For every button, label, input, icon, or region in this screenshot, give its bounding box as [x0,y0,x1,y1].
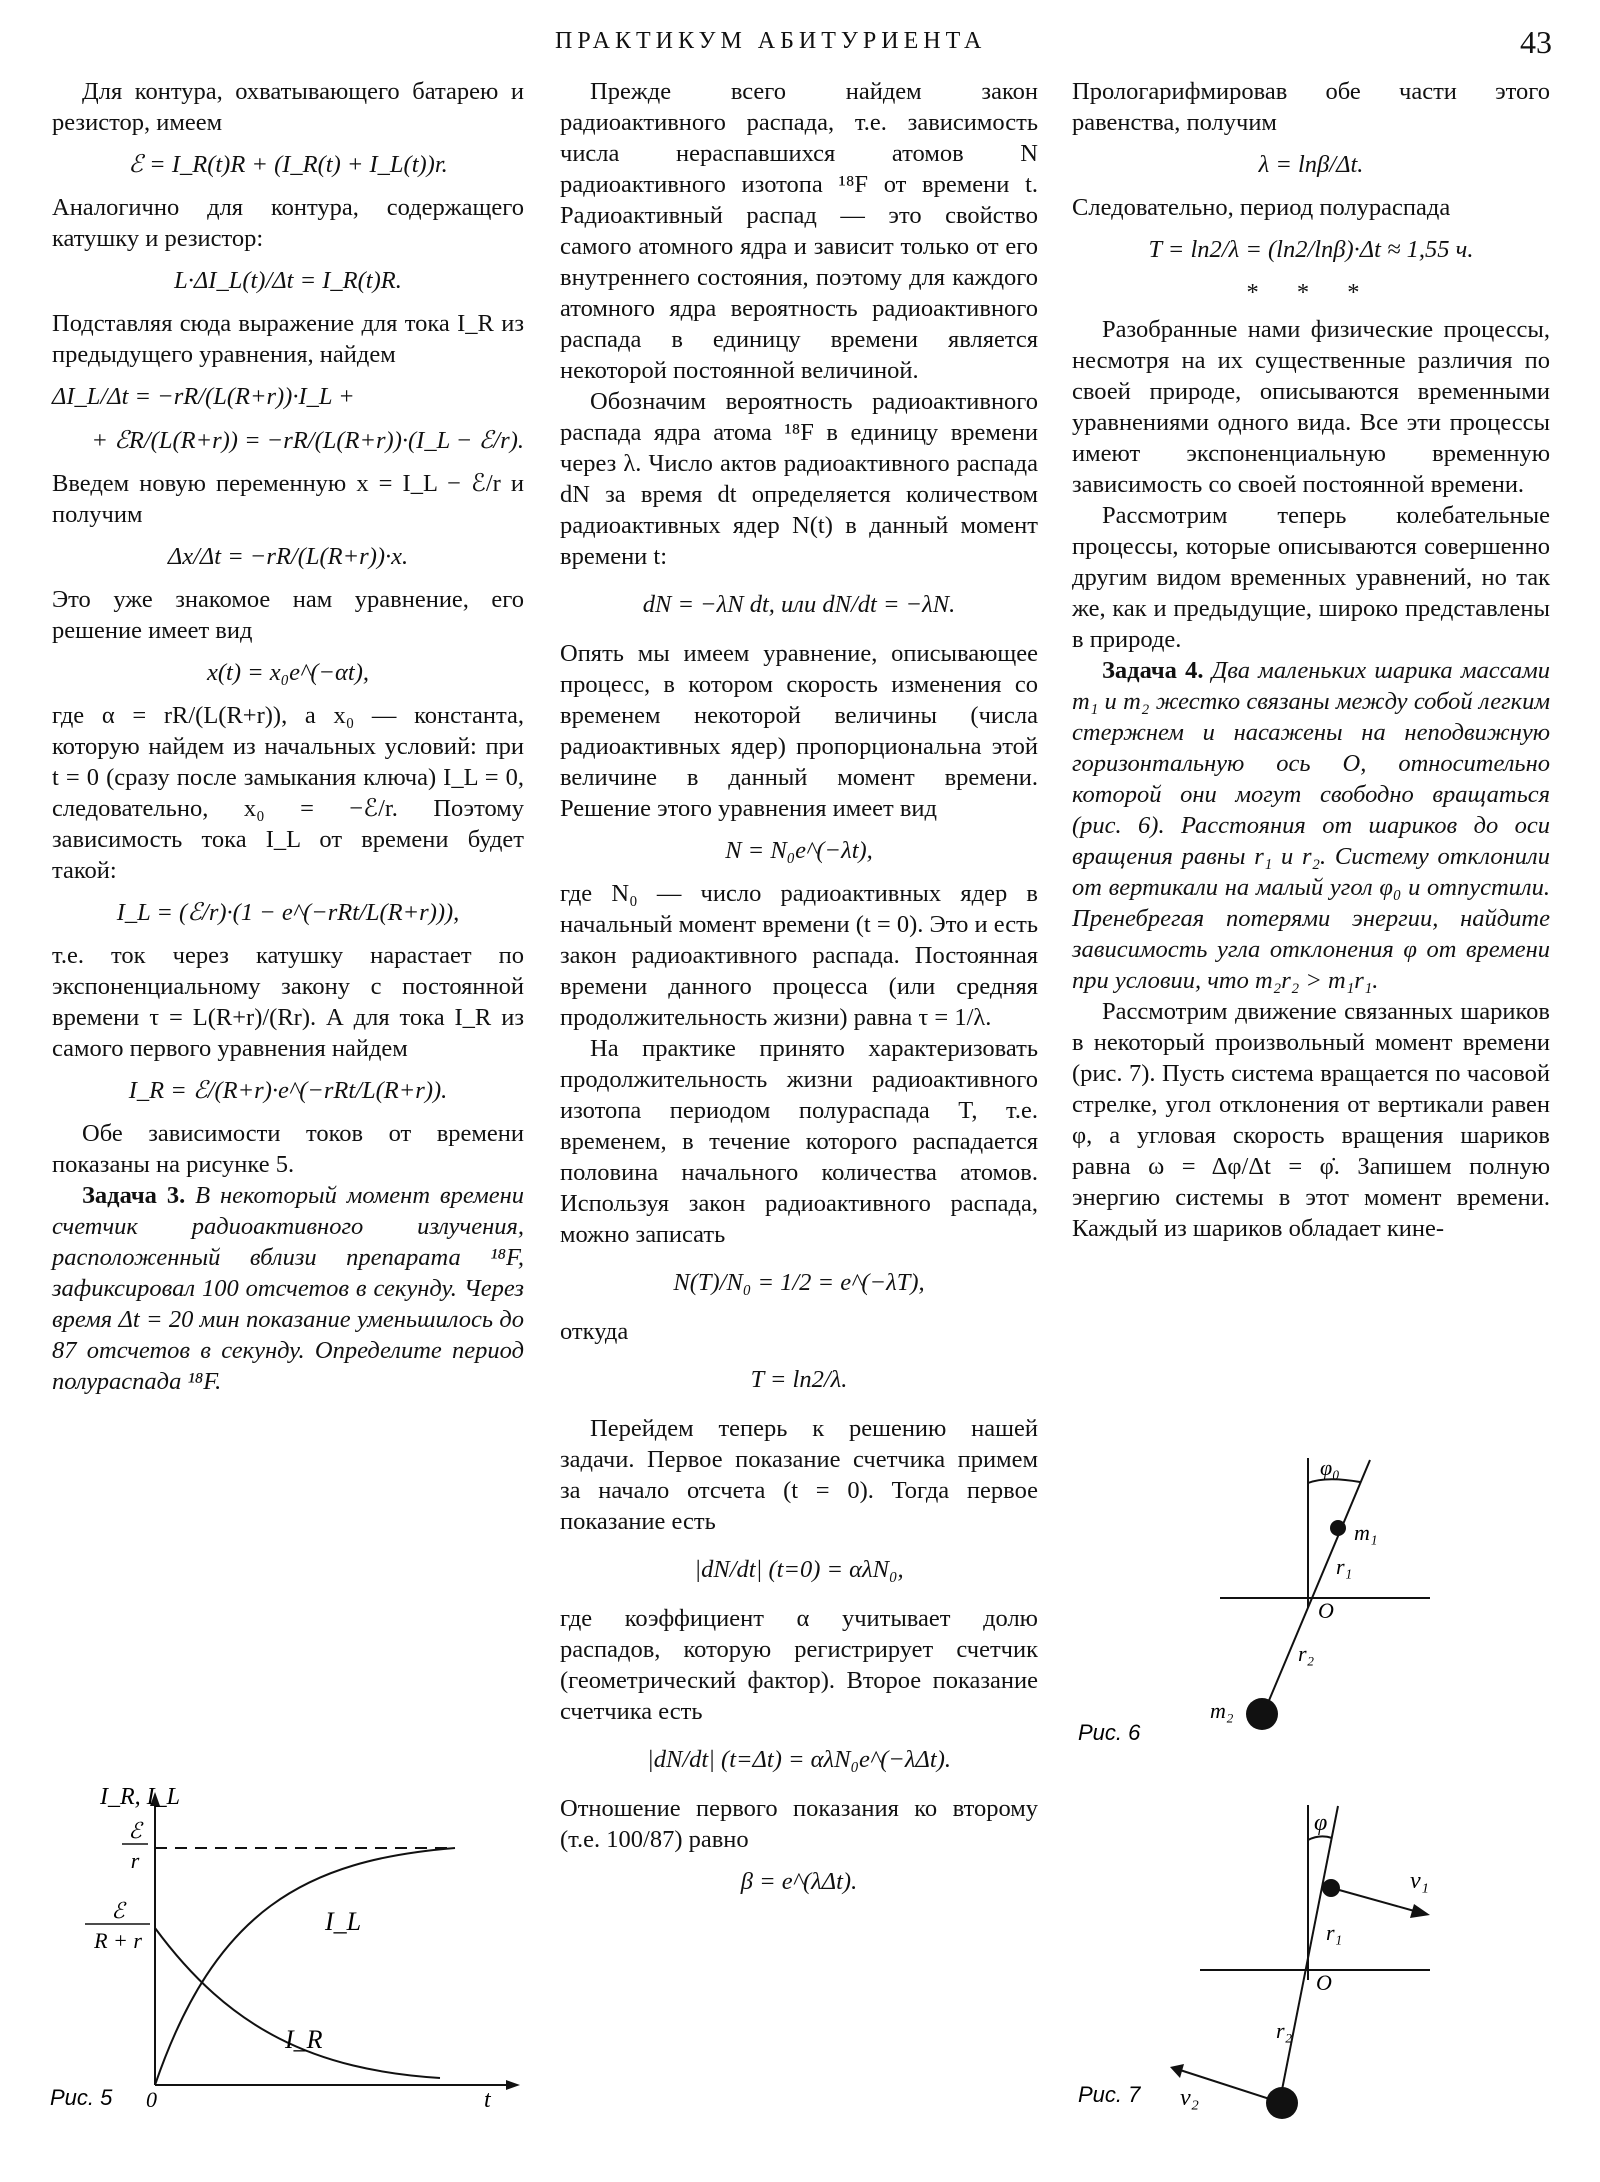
label-r2: r₂ [1298,1641,1315,1666]
column-2 [560,76,1038,1909]
paragraph: Прежде всего найдем закон радиоактивного распада, т.е. зависимость числа нераспавшихся атомов N радиоактивного изотопа ¹⁸F от времени t. Радиоактивный распад — это свойство самого атомного ядра и зависит только от его внутреннего состояния, поэтому для каждого атомного ядра вероятность радиоактивного распада в единицу времени является некоторой постоянной величиной. [560,78,1038,384]
level-mid-num: ℰ [111,1898,125,1923]
level-top-num: ℰ [128,1818,142,1843]
equation: + ℰR/(L(R+r)) = −rR/(L(R+r))·(I_L − ℰ/r). [91,427,524,454]
column-1 [52,76,524,1397]
paragraph: Аналогично для контура, содержащего катушку и резистор: [52,194,524,252]
figure-5 [40,1780,520,2110]
paragraph: Разобранные нами физические процессы, несмотря на их существенные различия по своей природе, описываются временными уравнениями одного вида. Все эти процессы имеют экспоненциальную временную зависимость со своей постоянной времени. [1072,316,1550,498]
task-label: Задача 4. [1102,657,1204,684]
label-r2: r₂ [1276,2018,1293,2043]
equation: I_R = ℰ/(R+r)·e^(−rRt/L(R+r)). [128,1077,448,1104]
equation: β = e^(λΔt). [740,1868,858,1895]
paragraph: Подставляя сюда выражение для тока I_R из предыдущего уравнения, найдем [52,310,524,368]
task-text: В некоторый момент времени счетчик радиоактивного излучения, расположенный вблизи препарата ¹⁸F, зафиксировал 100 отсчетов в секунду. Через время Δt = 20 мин показание уменьшилось до 87 отсчетов в секунду. Определите период полураспада ¹⁸F. [52,1182,524,1395]
equation: I_L = (ℰ/r)·(1 − e^(−rRt/L(R+r))), [116,899,460,926]
task-label: Задача 3. [82,1182,186,1209]
paragraph: где N₀ — число радиоактивных ядер в начальный момент времени (t = 0). Это и есть закон радиоактивного распада. Постоянная времени данного процесса (или средняя продолжительность жизни) равна τ = 1/λ. [560,880,1038,1031]
label-m2: m₂ [1210,1698,1234,1723]
label-o: O [1318,1598,1334,1623]
ball-m2 [1266,2087,1298,2119]
page-header [0,24,1600,64]
paragraph: На практике принято характеризовать продолжительность жизни радиоактивного изотопа периодом полураспада T, т.е. временем, в течение которого распадается половина начального количества атомов. Используя закон радиоактивного распада, можно записать [560,1035,1038,1248]
curve-label-ir: I_R [285,2025,323,2054]
paragraph: Это уже знакомое нам уравнение, его решение имеет вид [52,586,524,644]
figure-7 [1070,1800,1470,2130]
paragraph: Введем новую переменную x = I_L − ℰ/r и получим [52,470,524,528]
figure-caption: Рис. 5 [50,2085,113,2110]
paragraph: Рассмотрим движение связанных шариков в некоторый произвольный момент времени (рис. 7). Пусть система вращается по часовой стрелке, угол отклонения от вертикали равен φ, а угловая скорость вращения шариков равна ω = Δφ/Δt = φ̇. Запишем полную энергию системы в этот момент времени. Каждый из шариков обладает кине- [1072,998,1550,1242]
equation: ΔI_L/Δt = −rR/(L(R+r))·I_L + [52,383,355,410]
paragraph: Обозначим вероятность радиоактивного распада ядра атома ¹⁸F в единицу времени через λ. Число актов радиоактивного распада dN за время dt определяется количеством радиоактивных ядер N(t) в данный момент времени t: [560,388,1038,570]
paragraph: Обе зависимости токов от времени показаны на рисунке 5. [52,1120,524,1178]
task-3 [52,1180,524,1397]
equation: ℰ = I_R(t)R + (I_R(t) + I_L(t))r. [128,151,448,178]
label-v2: v₂ [1180,2085,1199,2111]
page-number: 43 [1520,24,1552,60]
ball-m2 [1246,1698,1278,1730]
label-phi0: φ₀ [1320,1455,1340,1480]
equation: L·ΔI_L(t)/Δt = I_R(t)R. [174,267,402,294]
level-mid-den: R + r [94,1928,142,1953]
figure-caption: Рис. 6 [1078,1720,1141,1745]
label-m1: m₁ [1354,1520,1378,1545]
figure-caption: Рис. 7 [1078,2082,1141,2107]
origin-label: 0 [146,2087,157,2110]
equation: dN = −λN dt, или dN/dt = −λN. [642,591,956,618]
figure-6 [1070,1448,1470,1748]
column-3 [1072,76,1550,1244]
label-r1: r₁ [1336,1554,1353,1579]
paragraph: где коэффициент α учитывает долю распадов, которую регистрирует счетчик (геометрический фактор). Второе показание счетчика есть [560,1605,1038,1725]
equation: x(t) = x₀e^(−αt), [206,659,370,686]
section-separator: * * * [1246,279,1376,306]
label-phi: φ [1314,1810,1328,1836]
label-v1: v₁ [1410,1868,1429,1894]
paragraph: откуда [560,1318,629,1345]
equation: N(T)/N₀ = 1/2 = e^(−λT), [673,1269,925,1296]
paragraph: т.е. ток через катушку нарастает по экспоненциальному закону с постоянной времени τ = L(R+r)/(Rr). А для тока I_R из самого первого уравнения найдем [52,942,524,1062]
task-text: Два маленьких шарика массами m₁ и m₂ жестко связаны между собой легким стержнем и насажены на неподвижную горизонтальную ось O, относительно которой они могут свободно вращаться (рис. 6). Расстояния от шариков до оси вращения равны r₁ и r₂. Систему отклонили от вертикали на малый угол φ₀ и отпустили. Пренебрегая потерями энергии, найдите зависимость угла отклонения φ от времени при условии, что m₂r₂ > m₁r₁. [1072,657,1550,994]
ball-m1 [1330,1520,1346,1536]
paragraph: Отношение первого показания ко второму (т.е. 100/87) равно [560,1795,1038,1853]
paragraph: Прологарифмировав обе части этого равенства, получим [1072,78,1550,136]
equation: T = ln2/λ. [750,1366,848,1393]
equation: N = N₀e^(−λt), [725,837,873,864]
paragraph: Рассмотрим теперь колебательные процессы, которые описываются совершенно другим видом временных уравнений, но так же, как и предыдущие, широко представлены в природе. [1072,502,1550,653]
label-r1: r₁ [1326,1920,1343,1945]
level-top-den: r [130,1848,140,1873]
ball-m1 [1322,1879,1340,1897]
equation: |dN/dt| (t=0) = αλN₀, [694,1556,904,1583]
y-axis-label: I_R, I_L [100,1784,180,1810]
paragraph: Для контура, охватывающего батарею и резистор, имеем [52,78,524,136]
paragraph: Опять мы имеем уравнение, описывающее процесс, в котором скорость изменения со временем некоторой величины (числа радиоактивных ядер) пропорциональна этой величине в данный момент времени. Решение этого уравнения имеет вид [560,640,1038,822]
paragraph: где α = rR/(L(R+r)), а x₀ — константа, которую найдем из начальных условий: при t = 0 (сразу после замыкания ключа) I_L = 0, следовательно, x₀ = −ℰ/r. Поэтому зависимость тока I_L от времени будет такой: [52,702,524,884]
equation: Δx/Δt = −rR/(L(R+r))·x. [167,543,409,570]
task-4 [1072,655,1550,996]
equation: λ = lnβ/Δt. [1258,151,1364,178]
equation: T = ln2/λ = (ln2/lnβ)·Δt ≈ 1,55 ч. [1148,236,1474,263]
curve-label-il: I_L [325,1907,362,1936]
paragraph: Следовательно, период полураспада [1072,194,1451,221]
equation: |dN/dt| (t=Δt) = αλN₀e^(−λΔt). [647,1746,951,1773]
x-axis-label: t [484,2087,491,2110]
running-title: ПРАКТИКУМ АБИТУРИЕНТА [555,28,987,54]
label-o: O [1316,1970,1332,1995]
paragraph: Перейдем теперь к решению нашей задачи. Первое показание счетчика примем за начало отсчета (t = 0). Тогда первое показание есть [560,1415,1038,1535]
